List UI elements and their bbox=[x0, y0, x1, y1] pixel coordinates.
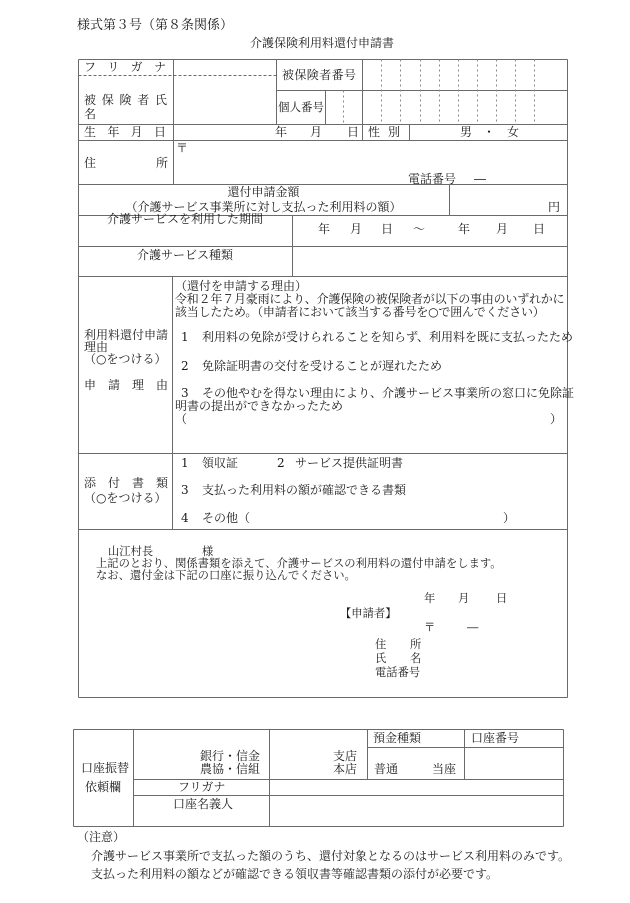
note-line: 支払った利用料の額などが確認できる領収書等確認書類の添付が必要です。 bbox=[91, 867, 499, 881]
insured-number-digit-input[interactable] bbox=[479, 61, 495, 89]
applicant-heading: 【申請者】 bbox=[340, 607, 397, 620]
insured-number-digit-input[interactable] bbox=[402, 61, 419, 89]
reason-item-text: 利用料の免除が受けられることを知らず、利用料を既に支払ったため bbox=[202, 330, 574, 344]
account-number-input[interactable] bbox=[467, 749, 561, 777]
applicant-address-label: 所 bbox=[410, 638, 422, 651]
account-holder-label: 口座名義人 bbox=[173, 797, 234, 811]
personal-number-digit-input[interactable] bbox=[517, 92, 533, 123]
bank-type-options-line2: 農協・信組 bbox=[199, 762, 260, 776]
bank-section-label: 口座振替 bbox=[81, 761, 130, 775]
refund-amount-input[interactable] bbox=[452, 186, 546, 213]
reason-other-input[interactable] bbox=[190, 414, 546, 427]
form-title: 介護保険利用料還付申請書 bbox=[250, 36, 395, 50]
reason-item-number[interactable]: 1 bbox=[181, 330, 189, 344]
applicant-name-label: 名 bbox=[410, 652, 422, 665]
addressee-honorific: 様 bbox=[202, 545, 214, 558]
personal-number-digit-input[interactable] bbox=[402, 92, 419, 123]
reason-heading: （還付を申請する理由） bbox=[175, 279, 308, 293]
reason-other-close-paren: ） bbox=[550, 412, 563, 426]
reason-label-line3: （○をつける） bbox=[84, 352, 167, 366]
postal-mark-icon: 〒 bbox=[176, 141, 189, 155]
service-period-label: 介護サービスを利用した期間 bbox=[106, 212, 263, 226]
attachment-item-text: 支払った利用料の額が確認できる書類 bbox=[202, 483, 407, 497]
attachment-other-close-paren: ） bbox=[503, 511, 516, 525]
deposit-type-ordinary[interactable]: 普通 bbox=[374, 762, 399, 776]
deposit-type-label: 預金種類 bbox=[373, 731, 422, 745]
personal-number-digit-input[interactable] bbox=[479, 92, 495, 123]
insured-number-digit-input[interactable] bbox=[441, 61, 457, 89]
attachment-item-text: サービス提供証明書 bbox=[295, 456, 404, 470]
insured-number-digit-input[interactable] bbox=[536, 61, 566, 89]
reason-item-text: その他やむを得ない理由により、介護サービス事業所の窓口に免除証 bbox=[202, 386, 575, 400]
birth-day-unit: 日 bbox=[347, 125, 360, 139]
personal-number-digit-input[interactable] bbox=[498, 92, 514, 123]
declaration-date-day: 日 bbox=[496, 592, 508, 605]
birth-day-input[interactable] bbox=[324, 125, 346, 139]
reason-item-text-continued: 明書の提出ができなかったため bbox=[175, 399, 344, 413]
sex-option-male[interactable]: 男 bbox=[460, 125, 473, 139]
refund-amount-label: 還付申請金額 bbox=[227, 185, 300, 199]
account-holder-input[interactable] bbox=[272, 797, 561, 824]
personal-number-digit-input[interactable] bbox=[441, 92, 457, 123]
period-to-year: 年 bbox=[458, 222, 471, 236]
addressee: 山江村長 bbox=[108, 545, 154, 558]
attachment-item-number[interactable]: 2 bbox=[277, 456, 285, 470]
attachment-item-text: その他（ bbox=[202, 511, 251, 525]
period-from-day: 日 bbox=[381, 222, 394, 236]
insured-number-digit-input[interactable] bbox=[364, 61, 380, 89]
insured-number-digit-input[interactable] bbox=[383, 61, 399, 89]
sex-separator: ・ bbox=[483, 125, 496, 139]
phone-dash: ― bbox=[474, 172, 486, 186]
insured-number-digit-input[interactable] bbox=[517, 61, 533, 89]
form-number: 様式第３号（第８条関係） bbox=[77, 18, 234, 33]
personal-number-digit-input[interactable] bbox=[327, 92, 342, 123]
attachments-sublabel: （○をつける） bbox=[84, 491, 167, 505]
reason-item-text: 免除証明書の交付を受けることが遅れたため bbox=[202, 359, 443, 373]
reason-label-line4: 申 請 理 由 bbox=[84, 378, 168, 392]
personal-number-digit-input[interactable] bbox=[536, 92, 566, 123]
refund-amount-sublabel: （介護サービス事業所に対し支払った利用料の額） bbox=[125, 200, 402, 214]
declaration-date-month: 月 bbox=[458, 592, 470, 605]
birth-month-unit: 月 bbox=[310, 125, 323, 139]
period-from-month: 月 bbox=[350, 222, 363, 236]
insured-name-input[interactable] bbox=[176, 77, 274, 122]
period-to-month: 月 bbox=[496, 222, 509, 236]
account-furigana-input[interactable] bbox=[272, 781, 561, 794]
phone-label: 電話番号 bbox=[408, 172, 457, 186]
birth-year-unit: 年 bbox=[275, 125, 288, 139]
declaration-line1: 上記のとおり、関係書類を添えて、介護サービスの利用料の還付申請をします。 bbox=[96, 557, 502, 570]
personal-number-digit-input[interactable] bbox=[364, 92, 380, 123]
applicant-phone-input[interactable] bbox=[426, 667, 564, 679]
sex-label: 性 別 bbox=[368, 125, 400, 139]
personal-number-digit-input[interactable] bbox=[422, 92, 438, 123]
bank-section-sublabel: 依頼欄 bbox=[85, 780, 122, 794]
birth-year-input[interactable] bbox=[176, 125, 273, 139]
insured-number-digit-input[interactable] bbox=[498, 61, 514, 89]
attachment-item-text: 領収証 bbox=[202, 456, 239, 470]
insured-name-label: 被 保 険 者 氏 名 bbox=[84, 93, 167, 121]
reason-label-line2: 理由 bbox=[84, 340, 109, 354]
personal-number-digit-input[interactable] bbox=[460, 92, 476, 123]
furigana-input[interactable] bbox=[176, 60, 274, 74]
account-furigana-label: フリガナ bbox=[178, 780, 226, 794]
personal-number-digit-input[interactable] bbox=[345, 92, 361, 123]
insured-number-digit-input[interactable] bbox=[422, 61, 438, 89]
declaration-date-year: 年 bbox=[424, 592, 436, 605]
personal-number-label: 個人番号 bbox=[278, 100, 324, 114]
declaration-date-input[interactable] bbox=[380, 592, 422, 604]
yen-unit: 円 bbox=[548, 200, 561, 214]
applicant-address-input[interactable] bbox=[426, 639, 564, 651]
service-type-label: 介護サービス種類 bbox=[136, 248, 233, 262]
phone-input[interactable] bbox=[458, 171, 562, 183]
applicant-postal-dash: ― bbox=[467, 621, 479, 634]
applicant-address-label: 住 bbox=[375, 638, 387, 651]
applicant-name-label: 氏 bbox=[375, 652, 387, 665]
attachment-other-input[interactable] bbox=[240, 511, 500, 525]
insured-number-digit-input[interactable] bbox=[460, 61, 476, 89]
address-label: 住 所 bbox=[84, 156, 168, 170]
reason-other-open-paren: （ bbox=[175, 412, 188, 426]
birth-month-input[interactable] bbox=[289, 125, 309, 139]
reason-item-number[interactable]: 3 bbox=[181, 386, 189, 400]
bank-name-input[interactable] bbox=[136, 731, 266, 748]
branch-name-input[interactable] bbox=[272, 731, 364, 748]
birth-date-label: 生 年 月 日 bbox=[84, 125, 166, 139]
attachment-item-number[interactable]: 3 bbox=[181, 483, 189, 497]
furigana-label: フ リ ガ ナ bbox=[84, 60, 166, 74]
attachment-item-number[interactable]: 4 bbox=[181, 511, 189, 525]
service-type-input[interactable] bbox=[294, 248, 565, 275]
applicant-name-input[interactable] bbox=[426, 653, 564, 665]
reason-label-line1: 利用料還付申請 bbox=[84, 328, 169, 342]
declaration-line2: なお、還付金は下記の口座に振り込んでください。 bbox=[96, 569, 356, 582]
notes-heading: （注意） bbox=[77, 830, 126, 844]
reason-intro-line2: 該当したため。（申請者において該当する番号を○で囲んでください） bbox=[175, 305, 545, 319]
period-tilde: ～ bbox=[413, 222, 426, 236]
sex-option-female[interactable]: 女 bbox=[507, 125, 520, 139]
account-number-label: 口座番号 bbox=[471, 731, 520, 745]
applicant-postal-mark-icon: 〒 bbox=[424, 621, 436, 634]
personal-number-digit-input[interactable] bbox=[383, 92, 399, 123]
branch-type-option-branch[interactable]: 支店 bbox=[332, 749, 357, 763]
branch-type-option-head[interactable]: 本店 bbox=[332, 762, 357, 776]
applicant-postal-input[interactable] bbox=[437, 622, 557, 634]
period-to-day: 日 bbox=[533, 222, 546, 236]
reason-intro-line1: 令和２年７月豪雨により、介護保険の被保険者が以下の事由のいずれかに bbox=[175, 292, 565, 306]
period-from-year: 年 bbox=[318, 222, 331, 236]
address-input[interactable] bbox=[190, 142, 562, 168]
attachment-item-number[interactable]: 1 bbox=[181, 456, 189, 470]
deposit-type-current[interactable]: 当座 bbox=[432, 762, 457, 776]
attachments-label: 添 付 書 類 bbox=[84, 476, 168, 490]
note-line: 介護サービス事業所で支払った額のうち、還付対象となるのはサービス利用料のみです。 bbox=[91, 849, 571, 863]
insured-number-label: 被保険者番号 bbox=[282, 68, 357, 82]
bank-type-options-line1: 銀行・信金 bbox=[199, 749, 260, 763]
applicant-phone-label: 電話番号 bbox=[375, 666, 421, 679]
reason-item-number[interactable]: 2 bbox=[181, 359, 189, 373]
